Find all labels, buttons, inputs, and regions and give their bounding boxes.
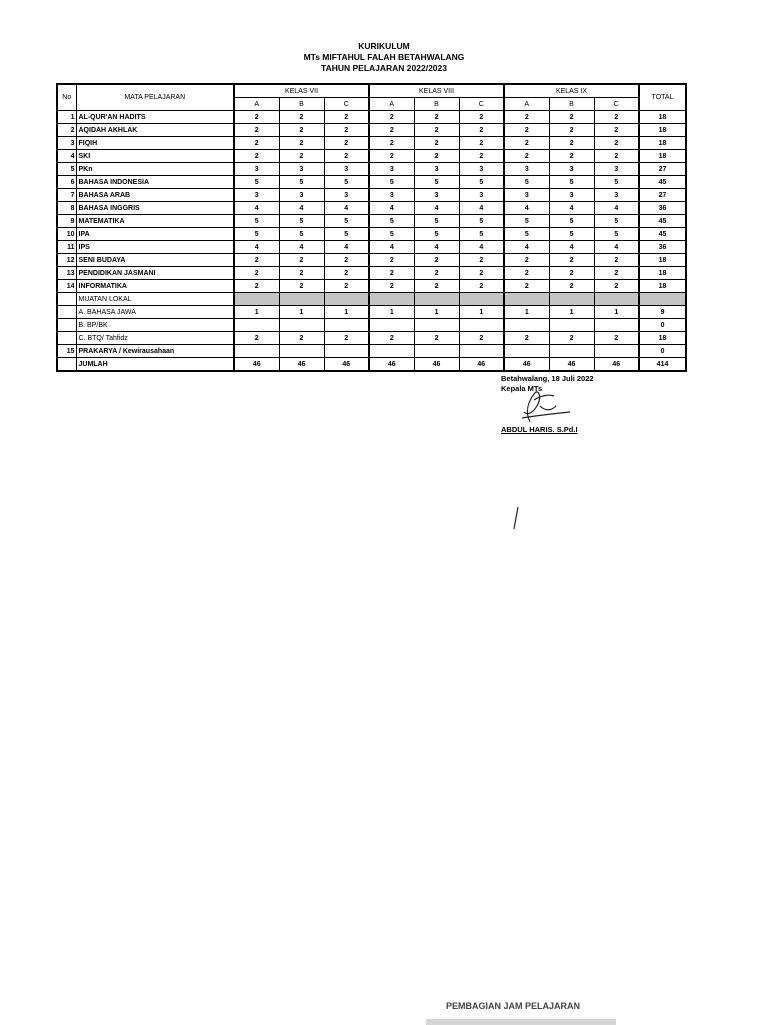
total-cell: 18: [639, 267, 686, 280]
hours-cell: 1: [414, 306, 459, 319]
hours-cell: 5: [369, 215, 414, 228]
row-number: 10: [57, 228, 76, 241]
hours-cell: 4: [459, 241, 504, 254]
hours-cell: 5: [234, 228, 279, 241]
hours-cell: 5: [324, 228, 369, 241]
hours-cell: 5: [504, 228, 549, 241]
hours-cell: 4: [234, 241, 279, 254]
subject-name: B. BP/BK: [76, 319, 234, 332]
hours-cell: 2: [324, 124, 369, 137]
hours-cell: 1: [279, 306, 324, 319]
subject-name: AL-QUR'AN HADITS: [76, 111, 234, 124]
row-number: [57, 319, 76, 332]
hours-cell: 2: [549, 280, 594, 293]
row-number: 2: [57, 124, 76, 137]
hours-cell: [459, 293, 504, 306]
subject-name: PENDIDIKAN JASMANI: [76, 267, 234, 280]
hours-cell: 5: [414, 215, 459, 228]
table-row: [57, 215, 686, 228]
hours-cell: 2: [369, 280, 414, 293]
sub-header-a: A: [234, 98, 279, 111]
subject-name: BAHASA INGGRIS: [76, 202, 234, 215]
hours-cell: 2: [324, 332, 369, 345]
hours-cell: 5: [234, 176, 279, 189]
hours-cell: 4: [369, 202, 414, 215]
subject-name: INFORMATIKA: [76, 280, 234, 293]
hours-cell: 5: [414, 176, 459, 189]
hours-cell: 2: [279, 332, 324, 345]
hours-cell: [414, 345, 459, 358]
hours-cell: 4: [369, 241, 414, 254]
hours-cell: 2: [369, 267, 414, 280]
hours-cell: 1: [324, 306, 369, 319]
hours-cell: 3: [594, 189, 639, 202]
hours-cell: 46: [504, 358, 549, 372]
hours-cell: 46: [594, 358, 639, 372]
subject-name: SENI BUDAYA: [76, 254, 234, 267]
hours-cell: [549, 293, 594, 306]
hours-cell: [459, 345, 504, 358]
signature-name: ABDUL HARIS. S.Pd.I: [501, 425, 578, 434]
hours-cell: 2: [594, 267, 639, 280]
row-number: 1: [57, 111, 76, 124]
hours-cell: 4: [504, 202, 549, 215]
hours-cell: 2: [549, 267, 594, 280]
hours-cell: 2: [234, 111, 279, 124]
hours-cell: 1: [594, 306, 639, 319]
hours-cell: 2: [414, 267, 459, 280]
hours-cell: 5: [324, 215, 369, 228]
hours-cell: 2: [369, 332, 414, 345]
subject-name: MUATAN LOKAL: [76, 293, 234, 306]
hours-cell: 5: [594, 176, 639, 189]
total-cell: 9: [639, 306, 686, 319]
mulok-row: [57, 319, 686, 332]
subject-name: C. BTQ/ Tahfidz: [76, 332, 234, 345]
total-cell: 414: [639, 358, 686, 372]
sub-header-a: A: [369, 98, 414, 111]
total-cell: 18: [639, 111, 686, 124]
hours-cell: 3: [459, 189, 504, 202]
hours-cell: [504, 345, 549, 358]
table-row: [57, 189, 686, 202]
hours-cell: 5: [459, 176, 504, 189]
header-total: TOTAL: [639, 84, 686, 111]
hours-cell: 5: [504, 215, 549, 228]
subject-name: BAHASA INDONESIA: [76, 176, 234, 189]
hours-cell: 2: [459, 150, 504, 163]
hours-cell: [594, 319, 639, 332]
header-line-1: KURIKULUM: [358, 41, 410, 51]
sub-header-b: B: [549, 98, 594, 111]
hours-cell: 2: [234, 150, 279, 163]
hours-cell: 3: [414, 189, 459, 202]
mulok-row: [57, 306, 686, 319]
hours-cell: 2: [504, 124, 549, 137]
table-row: [57, 254, 686, 267]
hours-cell: 2: [504, 280, 549, 293]
hours-cell: 4: [279, 241, 324, 254]
hours-cell: 2: [459, 124, 504, 137]
curriculum-table: [56, 83, 687, 372]
sub-header-c: C: [594, 98, 639, 111]
hours-cell: 5: [549, 215, 594, 228]
hours-cell: 2: [594, 111, 639, 124]
footer-title: PEMBAGIAN JAM PELAJARAN: [446, 1001, 581, 1011]
header-subject: MATA PELAJARAN: [76, 84, 234, 111]
hours-cell: 2: [414, 332, 459, 345]
row-number: [57, 332, 76, 345]
hours-cell: 3: [279, 163, 324, 176]
hours-cell: 5: [549, 228, 594, 241]
hours-cell: 2: [504, 111, 549, 124]
sub-header-a: A: [504, 98, 549, 111]
sub-header-c: C: [459, 98, 504, 111]
hours-cell: 1: [234, 306, 279, 319]
hours-cell: [414, 319, 459, 332]
hours-cell: 2: [459, 111, 504, 124]
hours-cell: 2: [504, 150, 549, 163]
table-row: [57, 124, 686, 137]
table-row: [57, 280, 686, 293]
hours-cell: 2: [279, 267, 324, 280]
subject-name: BAHASA ARAB: [76, 189, 234, 202]
hours-cell: 5: [504, 176, 549, 189]
hours-cell: 2: [369, 254, 414, 267]
hours-cell: 2: [504, 254, 549, 267]
header-kelas-viii: KELAS VIII: [369, 84, 504, 98]
row-number: 13: [57, 267, 76, 280]
total-cell: 27: [639, 163, 686, 176]
row-number: 4: [57, 150, 76, 163]
subject-name: JUMLAH: [76, 358, 234, 372]
total-cell: 45: [639, 228, 686, 241]
hours-cell: 2: [369, 137, 414, 150]
table-row: [57, 137, 686, 150]
hours-cell: 2: [459, 267, 504, 280]
header-line-3: TAHUN PELAJARAN 2022/2023: [321, 63, 447, 73]
table-row: [57, 267, 686, 280]
hours-cell: 2: [459, 280, 504, 293]
row-number: [57, 358, 76, 372]
hours-cell: 46: [459, 358, 504, 372]
table-row: [57, 150, 686, 163]
hours-cell: 2: [324, 137, 369, 150]
hours-cell: 2: [279, 111, 324, 124]
hours-cell: 4: [414, 202, 459, 215]
hours-cell: 2: [369, 124, 414, 137]
total-cell: 36: [639, 202, 686, 215]
hours-cell: 3: [324, 163, 369, 176]
signature-role: Kepala MTs: [501, 384, 543, 393]
total-cell: 18: [639, 280, 686, 293]
hours-cell: 2: [279, 254, 324, 267]
hours-cell: 2: [504, 137, 549, 150]
hours-cell: [324, 293, 369, 306]
hours-cell: 3: [549, 189, 594, 202]
hours-cell: 3: [459, 163, 504, 176]
row-number: 15: [57, 345, 76, 358]
table-row: [57, 176, 686, 189]
subject-name: MATEMATIKA: [76, 215, 234, 228]
hours-cell: 2: [549, 111, 594, 124]
hours-cell: [369, 345, 414, 358]
hours-cell: 3: [504, 189, 549, 202]
hours-cell: 2: [594, 150, 639, 163]
hours-cell: 5: [234, 215, 279, 228]
hours-cell: 46: [414, 358, 459, 372]
subject-name: AQIDAH AKHLAK: [76, 124, 234, 137]
hours-cell: [414, 293, 459, 306]
row-number: 9: [57, 215, 76, 228]
hours-cell: 2: [459, 254, 504, 267]
header-kelas-ix: KELAS IX: [504, 84, 639, 98]
header-kelas-vii: KELAS VII: [234, 84, 369, 98]
hours-cell: 1: [549, 306, 594, 319]
hours-cell: 3: [594, 163, 639, 176]
hours-cell: [234, 293, 279, 306]
table-row: [57, 345, 686, 358]
hours-cell: 2: [549, 332, 594, 345]
hours-cell: 2: [594, 280, 639, 293]
hours-cell: 3: [234, 163, 279, 176]
hours-cell: 2: [459, 332, 504, 345]
handwritten-signature: [510, 382, 580, 427]
hours-cell: [279, 345, 324, 358]
subject-name: FIQIH: [76, 137, 234, 150]
hours-cell: 2: [234, 267, 279, 280]
hours-cell: 5: [594, 215, 639, 228]
footer-cutoff-line: [426, 1019, 616, 1025]
hours-cell: 4: [324, 202, 369, 215]
hours-cell: 1: [459, 306, 504, 319]
total-cell: 0: [639, 345, 686, 358]
mulok-row: [57, 332, 686, 345]
total-cell: 18: [639, 150, 686, 163]
sub-header-b: B: [414, 98, 459, 111]
hours-cell: 2: [324, 150, 369, 163]
hours-cell: [279, 319, 324, 332]
hours-cell: 2: [504, 267, 549, 280]
sub-header-b: B: [279, 98, 324, 111]
hours-cell: 2: [234, 254, 279, 267]
total-cell: 18: [639, 124, 686, 137]
hours-cell: 4: [504, 241, 549, 254]
row-number: [57, 293, 76, 306]
hours-cell: 2: [594, 254, 639, 267]
hours-cell: [504, 293, 549, 306]
total-cell: 0: [639, 319, 686, 332]
hours-cell: 3: [279, 189, 324, 202]
subject-name: SKI: [76, 150, 234, 163]
hours-cell: 4: [324, 241, 369, 254]
hours-cell: 3: [414, 163, 459, 176]
hours-cell: 3: [234, 189, 279, 202]
row-number: 5: [57, 163, 76, 176]
hours-cell: 3: [369, 189, 414, 202]
row-number: 11: [57, 241, 76, 254]
hours-cell: 2: [594, 137, 639, 150]
header-line-2: MTs MIFTAHUL FALAH BETAHWALANG: [303, 52, 465, 62]
subject-name: A. BAHASA JAWA: [76, 306, 234, 319]
hours-cell: 46: [279, 358, 324, 372]
hours-cell: 4: [549, 241, 594, 254]
hours-cell: 2: [324, 111, 369, 124]
hours-cell: 46: [234, 358, 279, 372]
hours-cell: 2: [279, 280, 324, 293]
hours-cell: 5: [324, 176, 369, 189]
hours-cell: [279, 293, 324, 306]
hours-cell: 2: [414, 150, 459, 163]
table-row: [57, 163, 686, 176]
hours-cell: 46: [324, 358, 369, 372]
hours-cell: 2: [549, 137, 594, 150]
hours-cell: 5: [369, 228, 414, 241]
hours-cell: 1: [369, 306, 414, 319]
hours-cell: 4: [459, 202, 504, 215]
header-no: No: [57, 84, 76, 111]
hours-cell: 2: [234, 124, 279, 137]
subject-name: IPA: [76, 228, 234, 241]
hours-cell: 4: [594, 241, 639, 254]
hours-cell: 3: [369, 163, 414, 176]
hours-cell: [504, 319, 549, 332]
hours-cell: 3: [504, 163, 549, 176]
hours-cell: 4: [234, 202, 279, 215]
hours-cell: [549, 345, 594, 358]
hours-cell: 3: [324, 189, 369, 202]
hours-cell: 2: [594, 332, 639, 345]
hours-cell: 2: [414, 280, 459, 293]
table-row: [57, 241, 686, 254]
hours-cell: 2: [369, 150, 414, 163]
hours-cell: 5: [279, 215, 324, 228]
row-number: 3: [57, 137, 76, 150]
hours-cell: 2: [549, 124, 594, 137]
total-cell: 45: [639, 215, 686, 228]
sub-header-c: C: [324, 98, 369, 111]
hours-cell: 2: [459, 137, 504, 150]
subject-name: IPS: [76, 241, 234, 254]
row-number: 8: [57, 202, 76, 215]
subject-name: PKn: [76, 163, 234, 176]
total-cell: 27: [639, 189, 686, 202]
hours-cell: [549, 319, 594, 332]
row-number: [57, 306, 76, 319]
hours-cell: 2: [549, 150, 594, 163]
hours-cell: 5: [459, 228, 504, 241]
table-row: [57, 202, 686, 215]
hours-cell: 5: [414, 228, 459, 241]
total-cell: 18: [639, 332, 686, 345]
hours-cell: 2: [234, 137, 279, 150]
hours-cell: 4: [594, 202, 639, 215]
table-row: [57, 111, 686, 124]
hours-cell: 5: [549, 176, 594, 189]
hours-cell: 2: [279, 137, 324, 150]
hours-cell: 2: [234, 332, 279, 345]
hours-cell: 2: [279, 124, 324, 137]
hours-cell: 1: [504, 306, 549, 319]
hours-cell: 46: [369, 358, 414, 372]
jumlah-row: [57, 358, 686, 372]
hours-cell: 2: [234, 280, 279, 293]
muatan-lokal-row: [57, 293, 686, 306]
hours-cell: [369, 319, 414, 332]
subject-name: PRAKARYA / Kewirausahaan: [76, 345, 234, 358]
hours-cell: 4: [414, 241, 459, 254]
hours-cell: [324, 345, 369, 358]
hours-cell: 2: [324, 254, 369, 267]
total-cell: 18: [639, 137, 686, 150]
total-cell: 36: [639, 241, 686, 254]
hours-cell: 5: [369, 176, 414, 189]
signature-place-date: Betahwalang, 18 Juli 2022: [501, 374, 594, 383]
total-cell: 45: [639, 176, 686, 189]
hours-cell: 5: [279, 176, 324, 189]
hours-cell: 2: [414, 137, 459, 150]
row-number: 14: [57, 280, 76, 293]
row-number: 7: [57, 189, 76, 202]
hours-cell: [234, 319, 279, 332]
hours-cell: 2: [414, 124, 459, 137]
hours-cell: 5: [279, 228, 324, 241]
hours-cell: 2: [369, 111, 414, 124]
document-header: [0, 41, 768, 74]
hours-cell: 5: [459, 215, 504, 228]
total-cell: 18: [639, 254, 686, 267]
hours-cell: [459, 319, 504, 332]
hours-cell: 4: [549, 202, 594, 215]
hours-cell: [324, 319, 369, 332]
row-number: 12: [57, 254, 76, 267]
hours-cell: 5: [594, 228, 639, 241]
hours-cell: 2: [324, 280, 369, 293]
hours-cell: 2: [414, 254, 459, 267]
hours-cell: 2: [504, 332, 549, 345]
hours-cell: 4: [279, 202, 324, 215]
hours-cell: 2: [279, 150, 324, 163]
hours-cell: 2: [594, 124, 639, 137]
total-cell: [639, 293, 686, 306]
hours-cell: 46: [549, 358, 594, 372]
hours-cell: 3: [549, 163, 594, 176]
hours-cell: 2: [549, 254, 594, 267]
stray-pen-mark: [510, 505, 522, 531]
hours-cell: 2: [324, 267, 369, 280]
hours-cell: [594, 345, 639, 358]
row-number: 6: [57, 176, 76, 189]
table-row: [57, 228, 686, 241]
hours-cell: [234, 345, 279, 358]
hours-cell: [594, 293, 639, 306]
table-body: [57, 111, 686, 372]
hours-cell: [369, 293, 414, 306]
hours-cell: 2: [414, 111, 459, 124]
